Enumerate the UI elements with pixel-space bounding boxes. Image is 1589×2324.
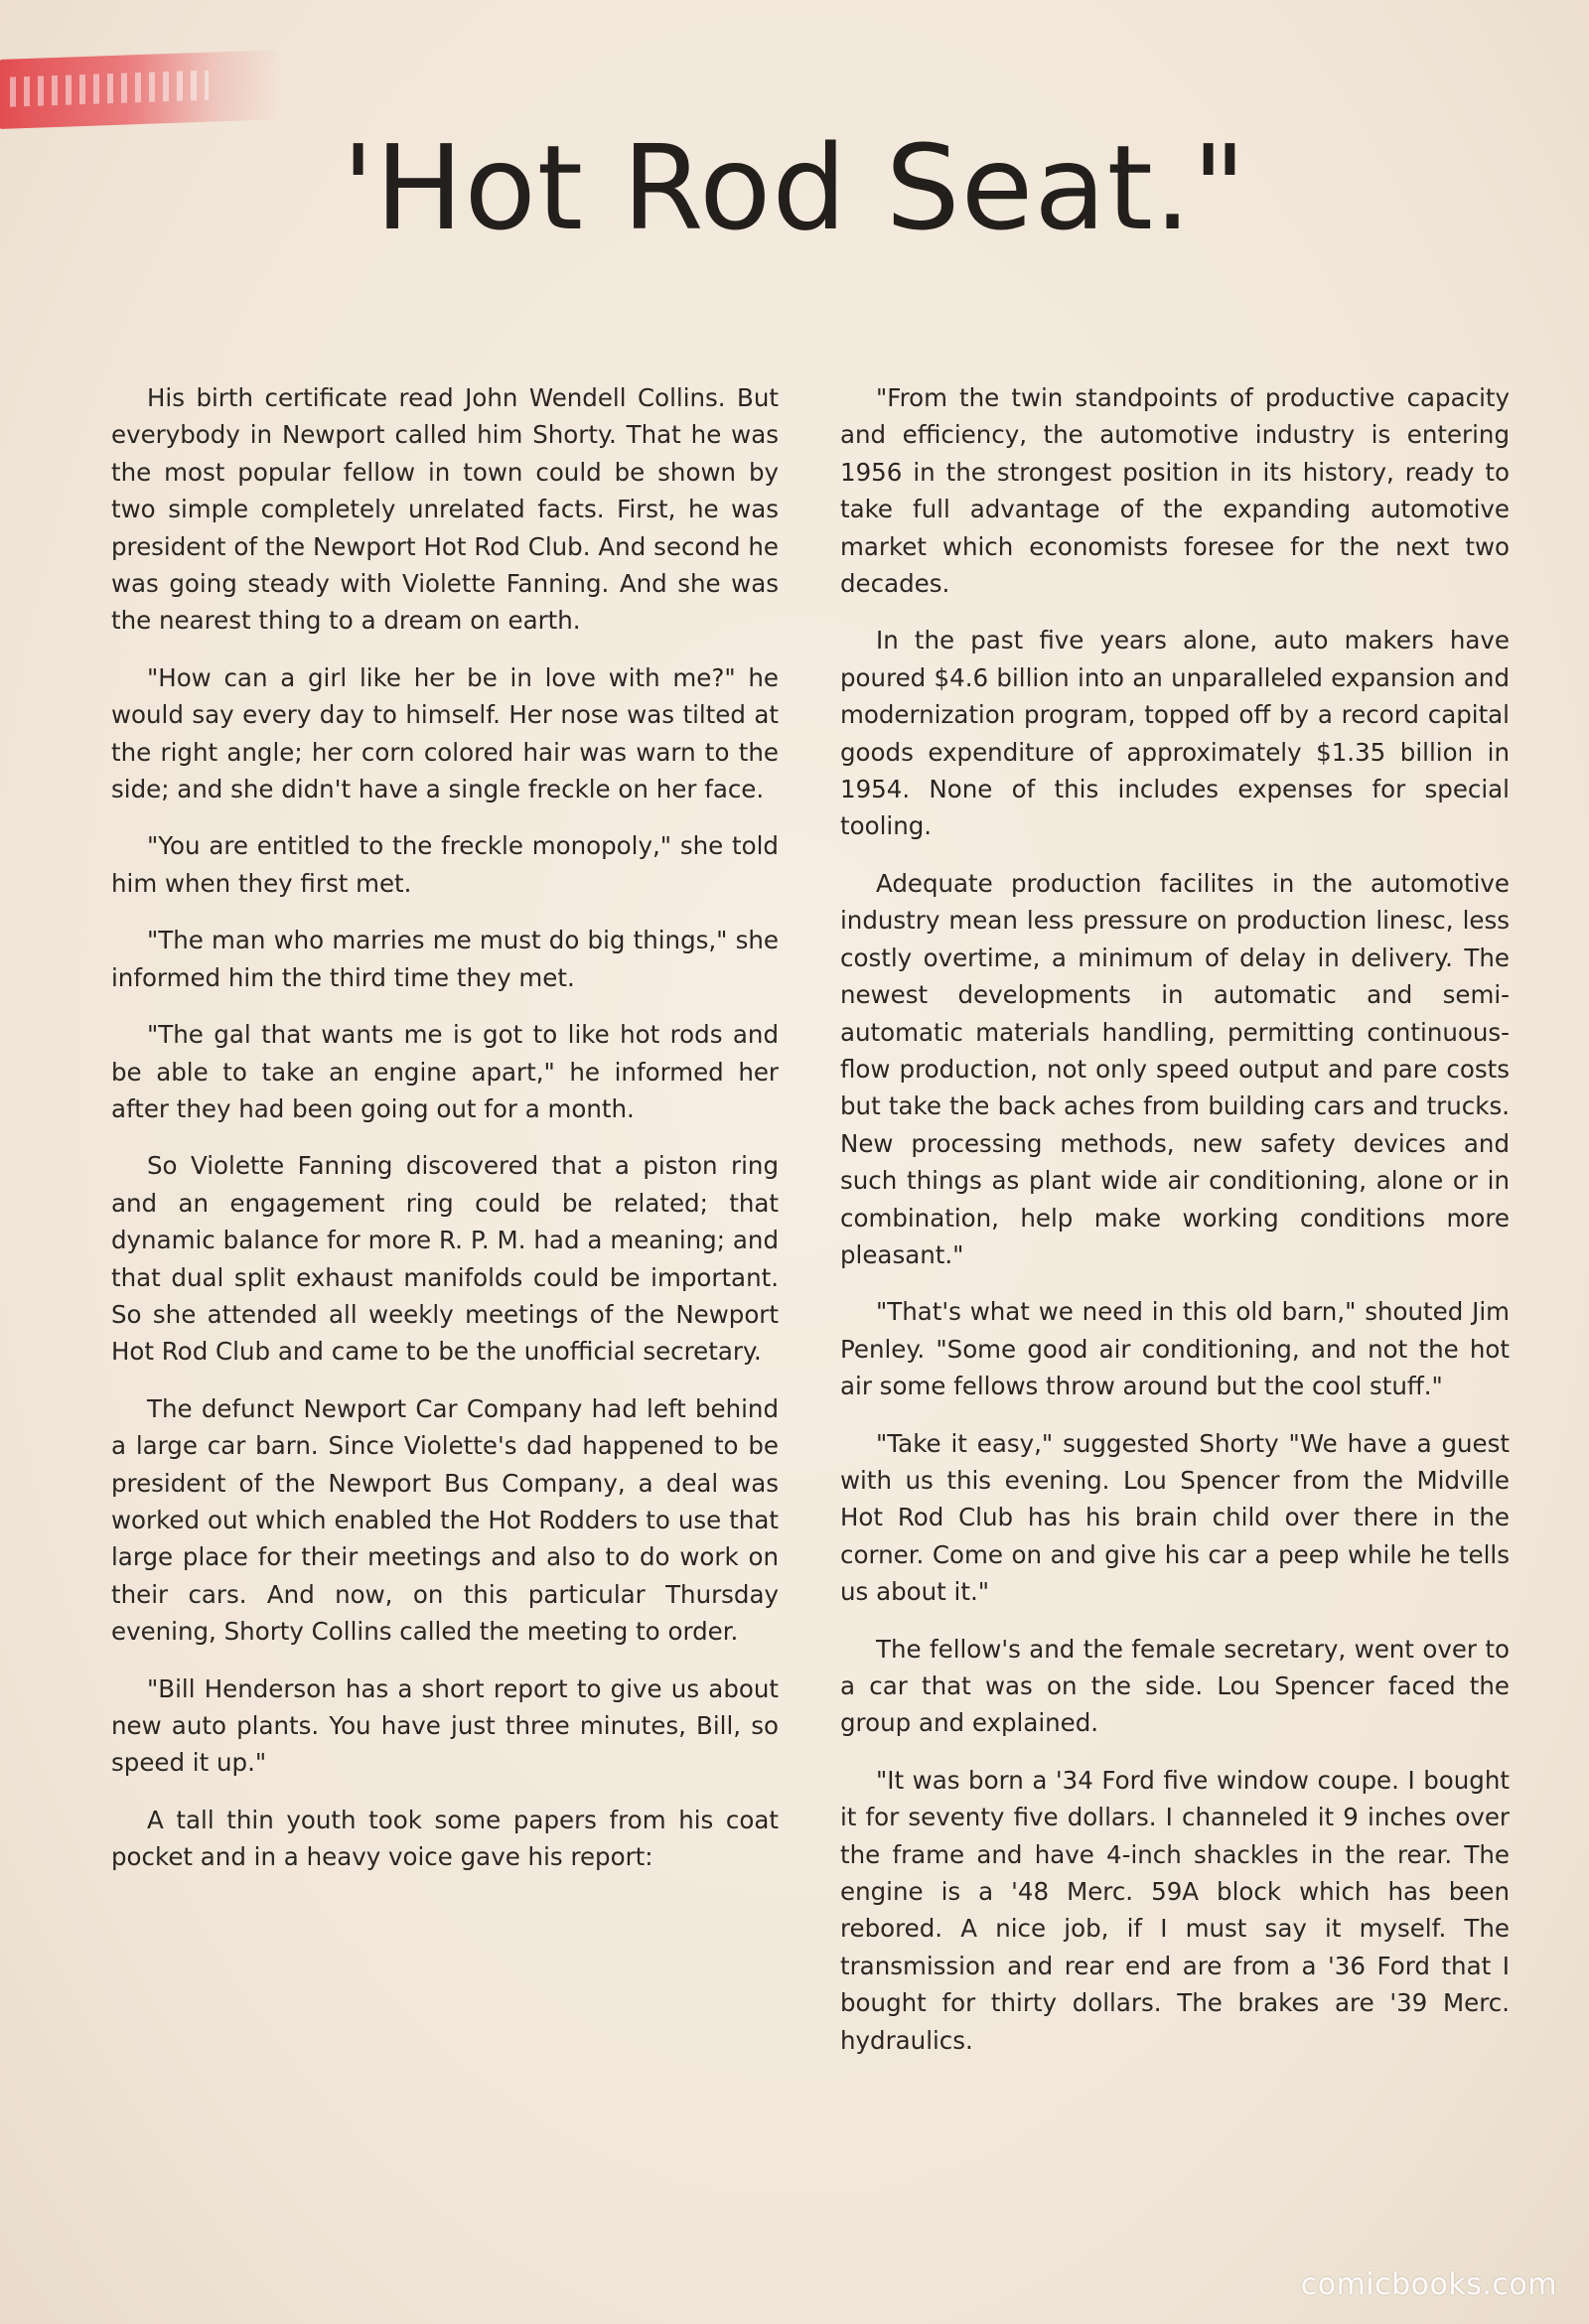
- paragraph: The defunct Newport Car Company had left behind a large car barn. Since Violette's dad happened to be president of the Newport Bus Company, a deal was worked out which enabled the Hot Rodders to use that large place for their meetings and also to do work on their cars. And now, on this particular Thursday evening, Shorty Collins called the meeting to order.: [111, 1393, 779, 1647]
- paragraph: His birth certificate read John Wendell Collins. But everybody in Newport called him Shorty. That he was the most popular fellow in town could be shown by two simple completely unrelated facts. First, he was president of the Newport Hot Rod Club. And second he was going steady with Violette Fanning. And she was the nearest thing to a dream on earth.: [111, 383, 779, 636]
- paragraph: "Take it easy," suggested Shorty "We have a guest with us this evening. Lou Spencer from the Midville Hot Rod Club has his brain child over there in the corner. Come on and give his car a peep while he tells us about it.": [840, 1428, 1510, 1607]
- article-title: 'Hot Rod Seat.": [342, 119, 1247, 256]
- paragraph: A tall thin youth took some papers from his coat pocket and in a heavy voice gave his report:: [111, 1805, 779, 1872]
- paragraph: "From the twin standpoints of productive capacity and efficiency, the automotive industry is entering 1956 in the strongest position in its history, ready to take full advantage of the expanding automotive market which economists foresee for the next two decades.: [840, 383, 1510, 599]
- paragraph: "It was born a '34 Ford five window coupe. I bought it for seventy five dollars. I channeled it 9 inches over the frame and have 4-inch shackles in the rear. The engine is a '48 Merc. 59A block which has been rebored. A nice job, if I must say it myself. The transmission and rear end are from a '36 Ford that I bought for thirty dollars. The brakes are '39 Merc. hydraulics.: [840, 1765, 1510, 2055]
- paragraph: Adequate production facilites in the automotive industry mean less pressure on production linesc, less costly overtime, a minimum of delay in delivery. The newest developments in automatic and semi-automatic materials handling, permitting continuous-flow production, not only speed output and pare costs but take the back aches from building cars and trucks. New processing methods, new safety devices and such things as plant wide air conditioning, alone or in combination, help make working conditions more pleasant.": [840, 868, 1510, 1269]
- site-watermark: comicbooks.com: [1300, 2267, 1557, 2302]
- paragraph: So Violette Fanning discovered that a piston ring and an engagement ring could be related; that dynamic balance for more R. P. M. had a meaning; and that dual split exhaust manifolds could be important. So she attended all weekly meetings of the Newport Hot Rod Club and came to be the unofficial secretary.: [111, 1151, 779, 1367]
- paragraph: "How can a girl like her be in love with me?" he would say every day to himself. Her nose was tilted at the right angle; her corn colored hair was warn to the side; and she didn't have a single freckle on her face.: [111, 662, 779, 804]
- right-column: [840, 379, 1510, 2079]
- paragraph: "The man who marries me must do big things," she informed him the third time they met.: [111, 926, 779, 992]
- paragraph: "You are entitled to the freckle monopoly," she told him when they first met.: [111, 831, 779, 898]
- paragraph: "That's what we need in this old barn," shouted Jim Penley. "Some good air conditioning, and not the hot air some fellows throw around but the cool stuff.": [840, 1297, 1510, 1401]
- paragraph: "Bill Henderson has a short report to give us about new auto plants. You have just three minutes, Bill, so speed it up.": [111, 1673, 779, 1778]
- red-ink-stamp: [0, 50, 283, 129]
- paragraph: In the past five years alone, auto makers have poured $4.6 billion into an unparalleled expansion and modernization program, topped off by a record capital goods expenditure of approximately $1.35 billion in 1954. None of this includes expenses for special tooling.: [840, 626, 1510, 841]
- left-column: [111, 379, 779, 1896]
- paragraph: The fellow's and the female secretary, went over to a car that was on the side. Lou Spencer faced the group and explained.: [840, 1634, 1510, 1738]
- paragraph: "The gal that wants me is got to like hot rods and be able to take an engine apart," he informed her after they had been going out for a month.: [111, 1020, 779, 1123]
